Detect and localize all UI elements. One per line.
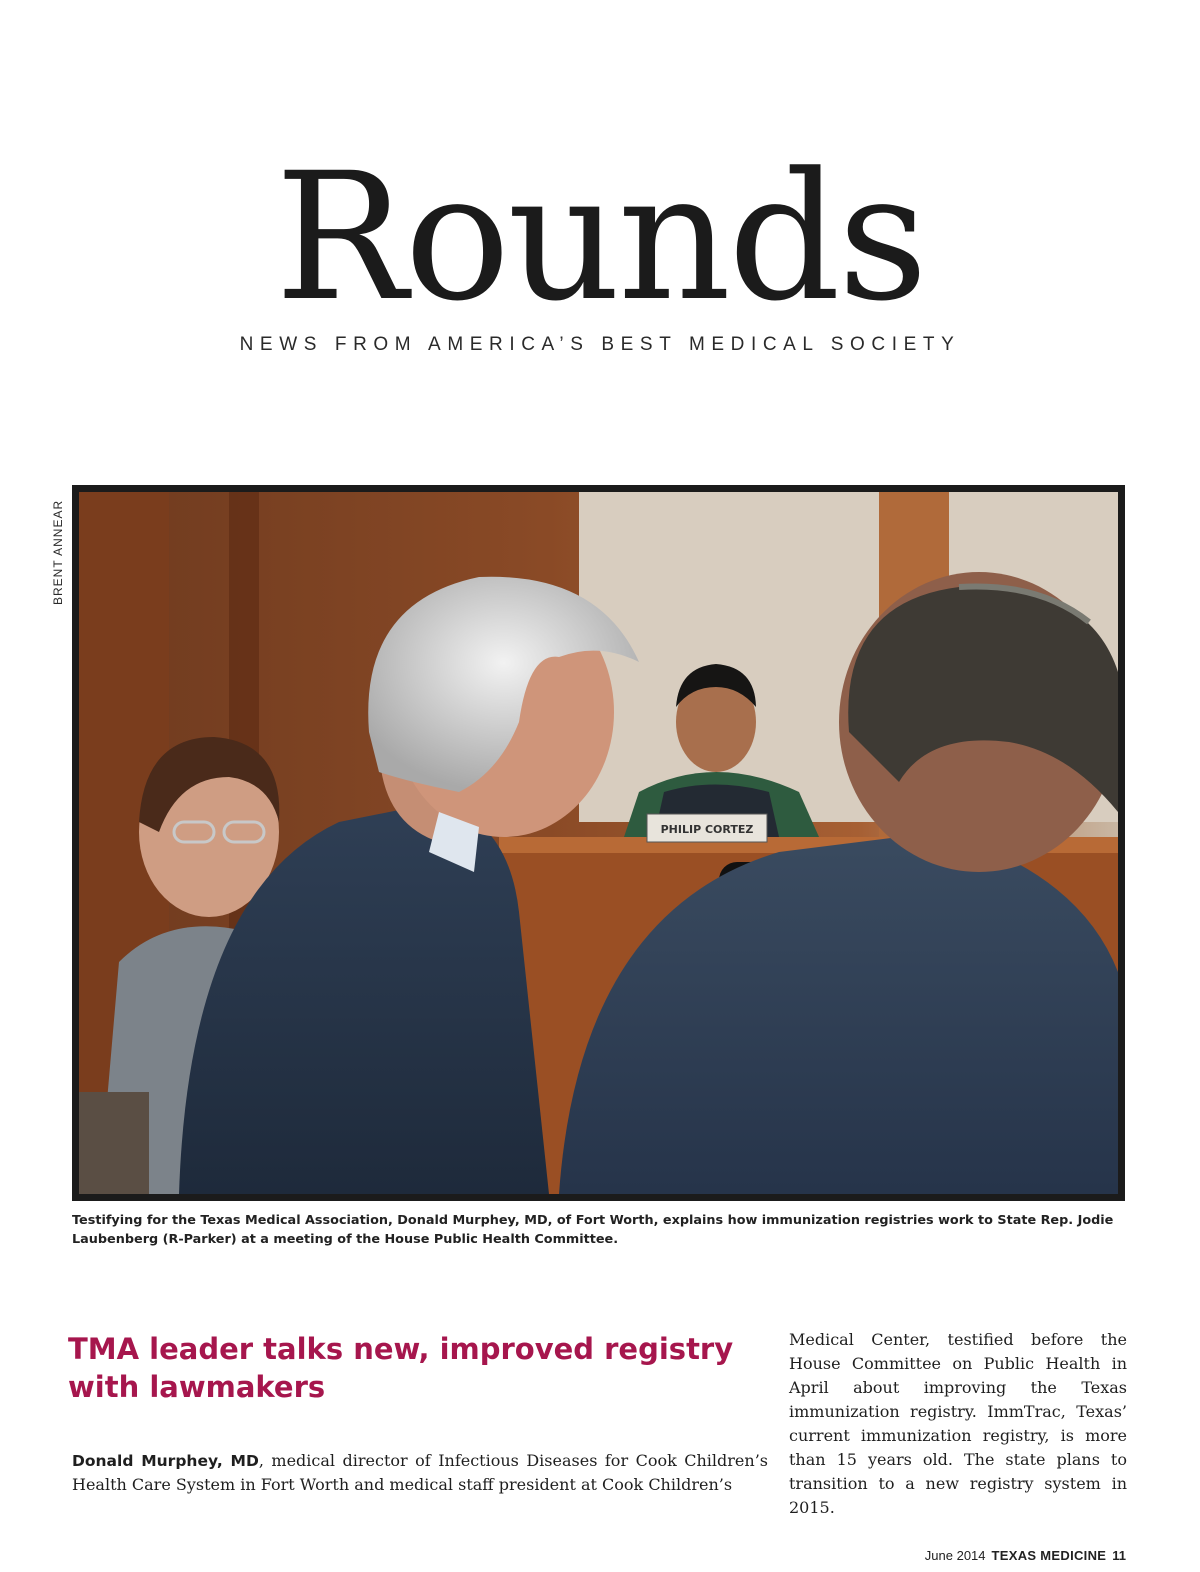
- page-footer: [925, 1548, 1126, 1563]
- article-body-text-1: , medical director of Infectious Diseases for Cook Children’s Health Care System in Fort Worth and medical staff president at Cook Children’s: [72, 1451, 768, 1494]
- nameplate-text: PHILIP CORTEZ: [660, 823, 754, 836]
- masthead-tagline: NEWS FROM AMERICA’S BEST MEDICAL SOCIETY: [239, 334, 961, 355]
- hearing-photo-illustration: [79, 492, 1118, 1194]
- footer-date: June 2014: [924, 1548, 986, 1563]
- article-body-column-1: [72, 1449, 768, 1497]
- photo-credit: BRENT ANNEAR: [51, 499, 65, 605]
- article-body-column-2: Medical Center, testified before the House Committee on Public Health in April about improving the Texas immunization registry. ImmTrac, Texas’ current immunization registry, is more than 15 years old. The state plans to transition to a new registry system in 2015.: [789, 1330, 1127, 1517]
- hearing-photo: [72, 485, 1125, 1201]
- footer-page-number: 11: [1112, 1548, 1126, 1563]
- masthead-title: Rounds: [274, 135, 926, 340]
- footer-publication: TEXAS MEDICINE: [991, 1548, 1107, 1563]
- photo-caption: Testifying for the Texas Medical Association, Donald Murphey, MD, of Fort Worth, explains how immunization registries work to State Rep. Jodie Laubenberg (R-Parker) at a meeting of the House Public Health Committee.: [72, 1213, 1114, 1247]
- article-lead-name: Donald Murphey, MD: [72, 1452, 259, 1470]
- article-headline: TMA leader talks new, improved registry with lawmakers: [68, 1332, 734, 1404]
